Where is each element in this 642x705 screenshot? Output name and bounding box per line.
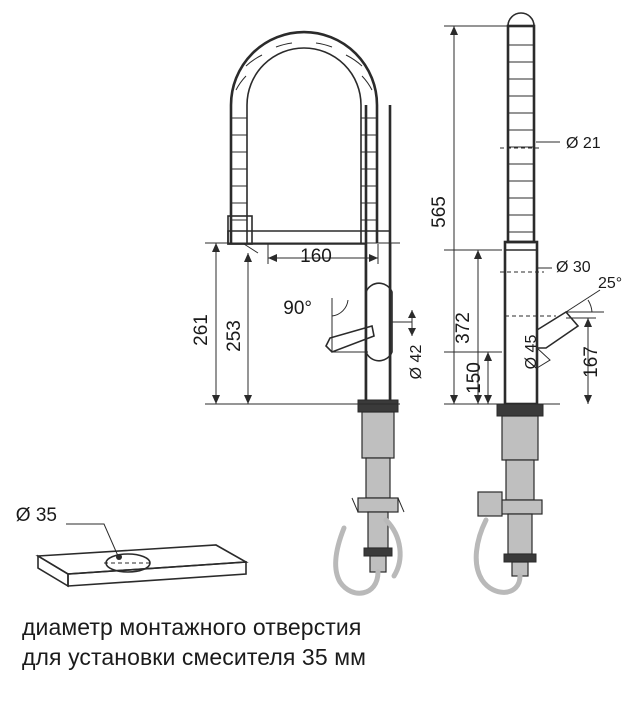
dim-body-height: 372 — [453, 312, 474, 344]
dim-total-height: 565 — [429, 196, 450, 228]
countertop-edge-front — [68, 562, 246, 586]
side-base-shank-lower — [506, 460, 534, 500]
side-handle-lever — [537, 312, 578, 348]
side-spring-column — [508, 26, 534, 242]
countertop-view-group — [16, 505, 246, 586]
countertop-edge-left — [38, 556, 68, 586]
side-base-collar — [497, 404, 543, 416]
side-spring-coils — [508, 45, 534, 232]
base-nut — [358, 498, 398, 512]
dim-handle-height: 167 — [581, 346, 602, 378]
side-base-nut — [498, 500, 542, 514]
dim-spout-height: 253 — [224, 320, 245, 352]
dim-mounting-hole-diameter: Ø 35 — [15, 505, 57, 526]
spring-spout-inner — [247, 48, 361, 243]
dim-lower-height: 150 — [464, 362, 485, 394]
base-shank — [362, 412, 394, 458]
spout-arm-tick — [244, 244, 258, 253]
base-collar — [358, 400, 398, 412]
caption-line-2: для установки смесителя 35 мм — [22, 644, 367, 670]
dim-handle-angle: 90° — [283, 298, 312, 319]
supply-lines-front — [336, 512, 400, 593]
caption-block — [22, 612, 622, 672]
dim-spout-reach: 160 — [300, 246, 332, 267]
dim-spring-diameter: Ø 21 — [566, 135, 601, 152]
spring-coils — [231, 43, 377, 220]
dim-handle-tilt-angle: 25° — [598, 275, 623, 292]
side-body — [505, 242, 537, 404]
spring-spout-outline — [231, 32, 377, 243]
dim-handle-width: Ø 45 — [523, 334, 540, 370]
side-spring-top — [508, 13, 534, 26]
side-view-group — [429, 13, 622, 592]
base-shank-lower — [366, 458, 390, 498]
front-view-group — [191, 32, 425, 593]
dim-base-diameter: Ø 30 — [556, 259, 591, 276]
leader-dot — [116, 554, 122, 560]
dim-total-height-left: 261 — [191, 314, 212, 346]
side-base-shank — [502, 416, 538, 460]
caption-line-1: диаметр монтажного отверстия — [22, 614, 362, 640]
dim-handle-diameter: Ø 42 — [408, 344, 425, 380]
